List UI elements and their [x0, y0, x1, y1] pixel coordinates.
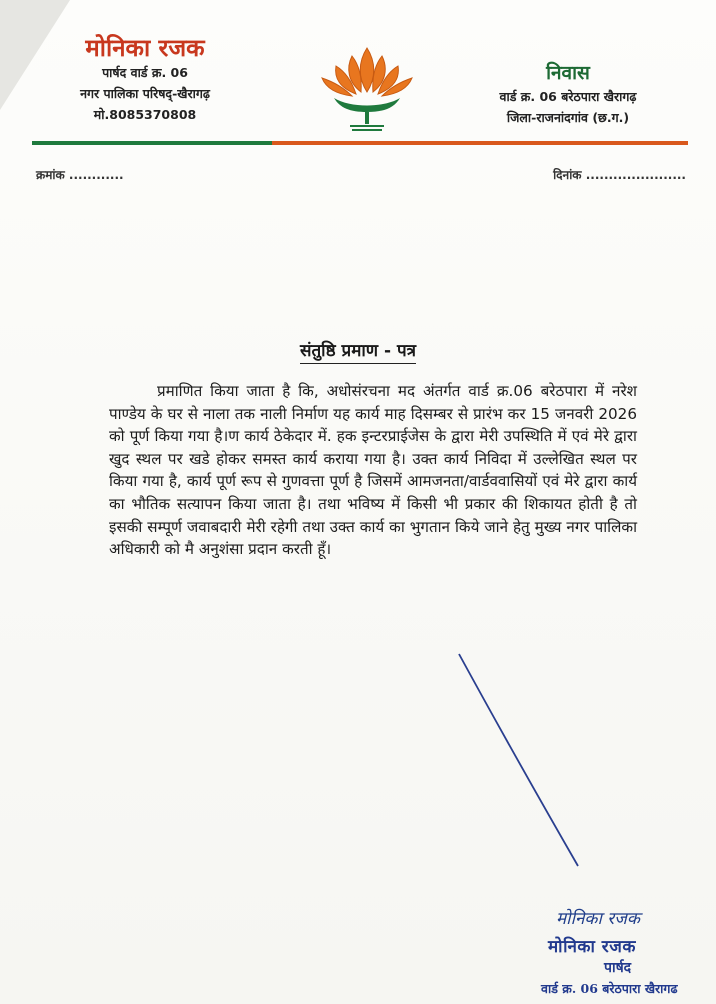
stamp-address: वार्ड क्र. 06 बरेठपारा खैरागढ: [541, 981, 678, 996]
handwritten-signature: मोनिका रजक: [556, 909, 640, 929]
reference-date: दिनांक ......................: [553, 168, 686, 182]
residence-heading: निवास: [546, 62, 590, 84]
letterhead-name: मोनिका रजक: [85, 34, 205, 62]
letterhead-phone: मो.8085370808: [93, 107, 197, 122]
stamp-name: मोनिका रजक: [548, 937, 636, 957]
address-line-2: जिला-राजनांदगांव (छ.ग.): [506, 110, 630, 125]
letter-body-text: प्रमाणित किया जाता है कि, अधोसंरचना मद अंतर्गत वार्ड क्र.06 बरेठपारा में नरेश पाण्डेय के घर से नाला तक नाली निर्माण यह कार्य माह दिसम्बर से प्रारंभ कर 15 जनवरी 2026 को पूर्ण किया गया है।ण कार्य ठेकेदार में. हक इन्टरप्राईजेस के द्वारा मेरी उपस्थिति में एवं मेरे द्वारा खुद स्थल पर खडे होकर समस्त कार्य कराया गया है। उक्त कार्य निविदा में उल्लेखित स्थल पर किया गया है, कार्य पूर्ण रूप से गुणवत्ता पूर्ण है जिसमें आमजनता/वार्डववासियों एवं मेरे द्वारा कार्य का भौतिक सत्यापन किया जाता है। तथा भविष्य में किसी भी प्रकार की शिकायत होती है तो इसकी सम्पूर्ण जवाबदारी मेरी रहेगी तथा उक्त कार्य का भुगतान किये जाने हेतु मुख्य नगर पालिका अधिकारी को मै अनुशंसा प्रदान करती हूँ।: [109, 382, 637, 559]
letter-title-text: संतुष्ठि प्रमाण - पत्र: [300, 341, 416, 364]
letterhead-designation: पार्षद वार्ड क्र. 06: [102, 65, 188, 80]
reference-number: क्रमांक ............: [36, 168, 124, 182]
stamp-role: पार्षद: [604, 960, 632, 976]
address-line-1: वार्ड क्र. 06 बरेठपारा खैरागढ़: [499, 89, 637, 104]
letterhead-council: नगर पालिका परिषद्-खैरागढ़: [80, 86, 210, 101]
